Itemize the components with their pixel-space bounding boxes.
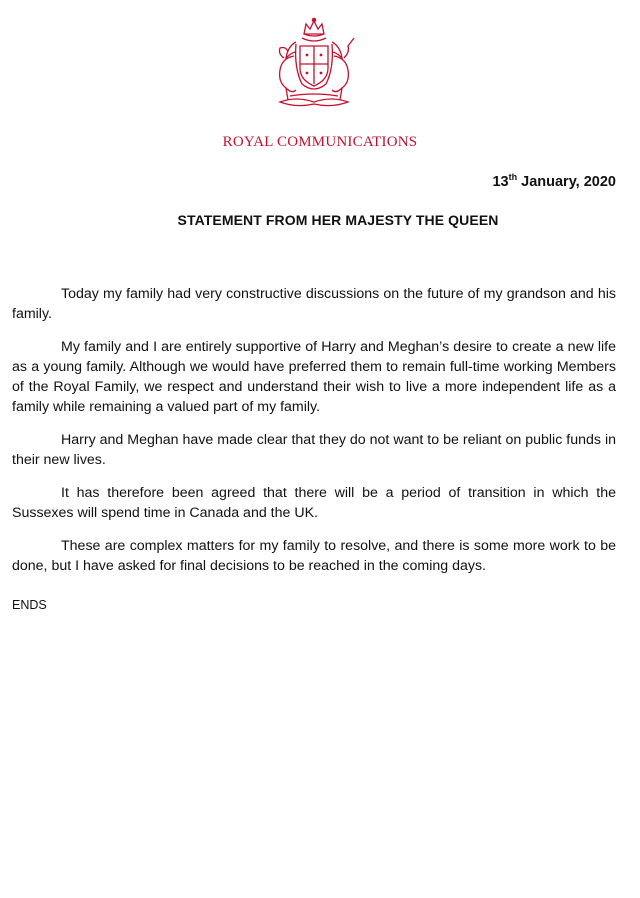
royal-coat-of-arms-icon (266, 16, 362, 112)
organization-name: ROYAL COMMUNICATIONS (222, 134, 418, 150)
paragraph: My family and I are entirely supportive of Harry and Meghan’s desire to create a new life as a young family. Although we would have preferred them to remain full-time working Members of the Royal Family, we respect and understand their wish to live a more independent life as a family while remaining a valued part of my family. (12, 339, 616, 415)
date-day: 13 (492, 173, 509, 190)
paragraph: It has therefore been agreed that there will be a period of transition in which the Sussexes will spend time in Canada and the UK. (12, 485, 616, 521)
closing-ends: ENDS (12, 598, 47, 612)
statement-date (492, 172, 616, 190)
statement-heading: STATEMENT FROM HER MAJESTY THE QUEEN (177, 212, 499, 228)
paragraph: Today my family had very constructive discussions on the future of my grandson and his family. (12, 286, 616, 322)
paragraph: These are complex matters for my family to resolve, and there is some more work to be done, but I have asked for final decisions to be reached in the coming days. (12, 538, 616, 574)
date-month-year: January, 2020 (517, 173, 616, 190)
statement-body (12, 284, 616, 589)
date-ordinal-suffix: th (508, 172, 518, 182)
paragraph: Harry and Meghan have made clear that they do not want to be reliant on public funds in their new lives. (12, 432, 616, 468)
